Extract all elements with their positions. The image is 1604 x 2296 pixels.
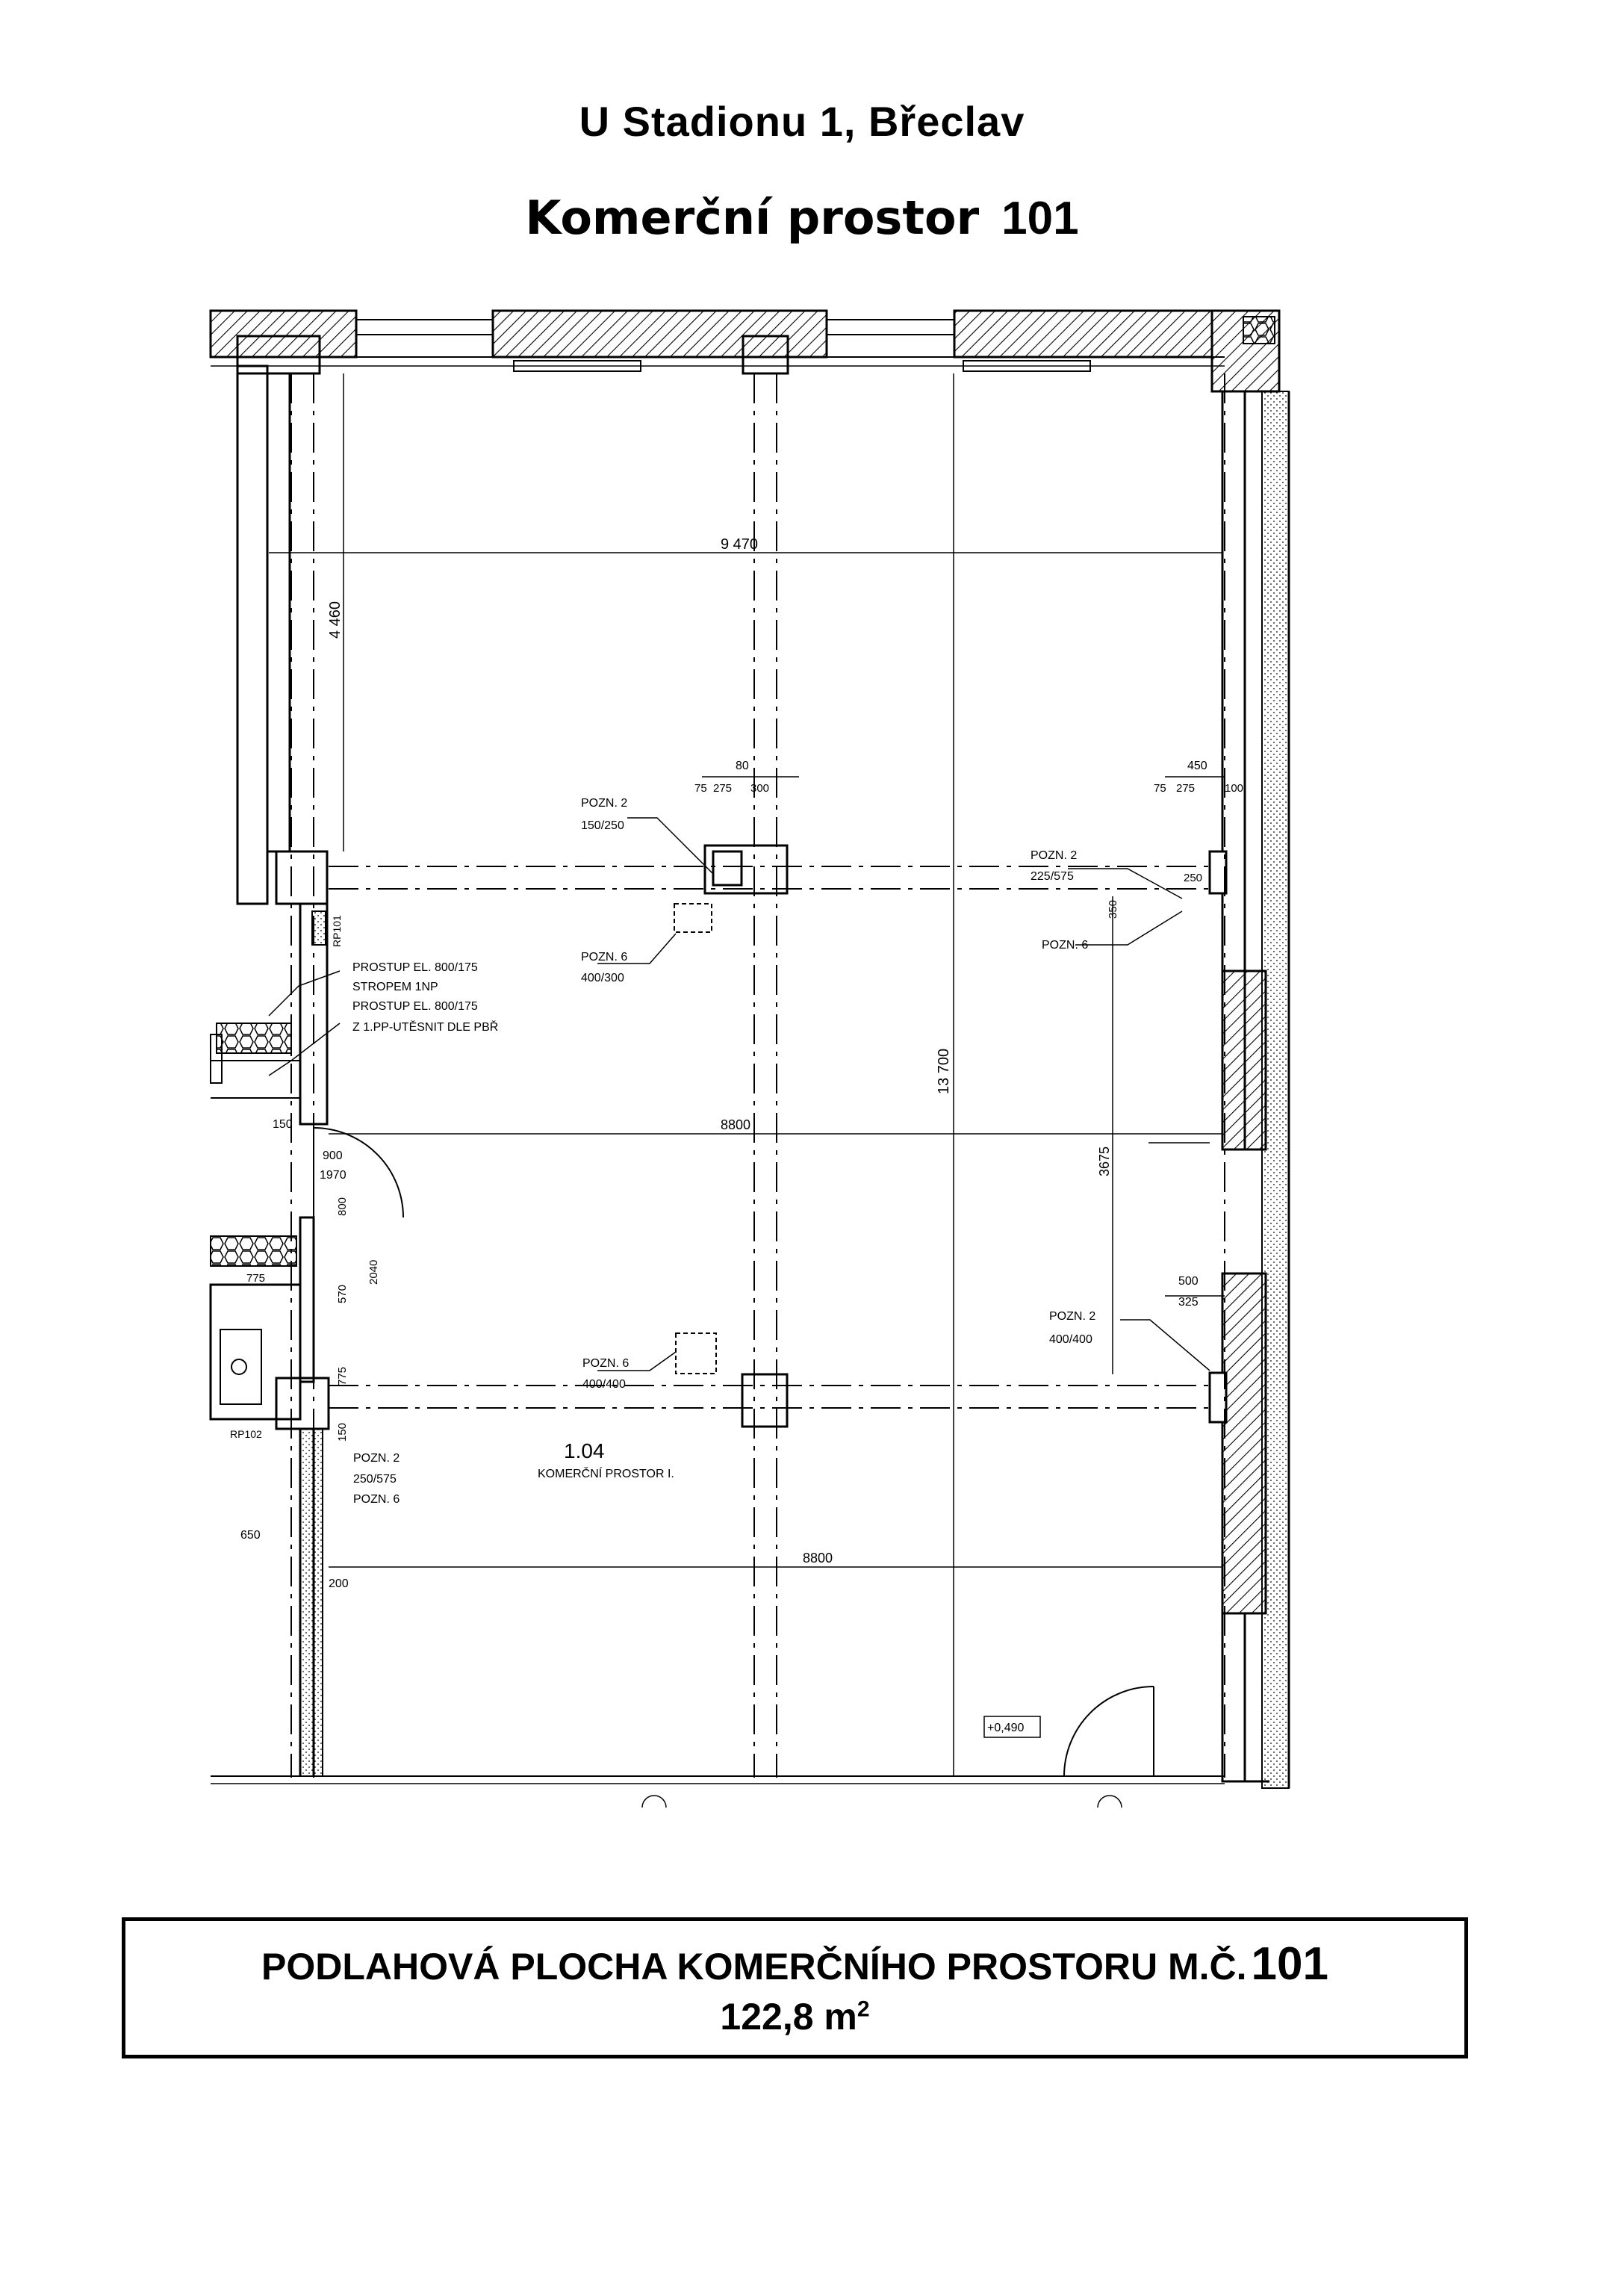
dim-900: 900 (323, 1149, 343, 1162)
opening-pozn6-c (676, 1333, 716, 1374)
address-title: U Stadionu 1, Břeclav (579, 98, 1025, 145)
dim-top-width: 9 470 (721, 536, 759, 553)
doors (314, 1128, 1154, 1776)
dim-800: 800 (336, 1197, 349, 1216)
dimension-lines (269, 373, 1225, 1776)
note-prostup-1b: STROPEM 1NP (352, 981, 438, 993)
dim-775b: 775 (336, 1366, 349, 1386)
dim-250: 250 (1184, 872, 1203, 884)
note-pozn6-c: POZN. 6 (582, 1357, 630, 1370)
left-column-1 (276, 851, 327, 904)
dim-left-height: 4 460 (327, 601, 344, 639)
opening-pozn6-a (674, 904, 712, 932)
left-column-2 (276, 1378, 329, 1429)
dim-75b: 75 (1154, 782, 1166, 795)
note-pozn2-d-size: 250/575 (353, 1473, 397, 1486)
floor-area-unit-number: 101 (1251, 1938, 1328, 1990)
dim-275a: 275 (713, 782, 733, 795)
note-pozn2-c-size: 400/400 (1049, 1333, 1092, 1346)
dim-75a: 75 (694, 782, 707, 795)
floor-area-label: PODLAHOVÁ PLOCHA KOMERČNÍHO PROSTORU M.Č. (261, 1946, 1247, 1988)
dim-325: 325 (1178, 1296, 1199, 1309)
note-leaders (269, 818, 1210, 1737)
top-wall-mid (493, 311, 827, 357)
dim-right-bay: 3675 (1097, 1146, 1112, 1176)
note-pozn6-a: POZN. 6 (581, 951, 628, 964)
dim-300: 300 (750, 782, 770, 795)
dim-350: 350 (1107, 899, 1119, 919)
dim-500: 500 (1178, 1275, 1199, 1288)
dim-80: 80 (736, 760, 749, 772)
plan-labels (230, 536, 1243, 1734)
dim-150: 150 (273, 1118, 293, 1131)
top-wall-left (211, 311, 356, 357)
note-pozn6-b: POZN. 6 (1042, 939, 1089, 952)
note-prostup-1: PROSTUP EL. 800/175 (352, 961, 478, 974)
note-pozn6-d: POZN. 6 (353, 1493, 400, 1506)
unit-title-number: 101 (1001, 193, 1079, 244)
right-pier-2 (1222, 1273, 1266, 1613)
dim-650: 650 (240, 1529, 261, 1542)
dim-200: 200 (329, 1577, 349, 1590)
note-prostup-2b: Z 1.PP-UTĚSNIT DLE PBŘ (352, 1021, 499, 1034)
room-name: KOMERČNÍ PROSTOR I. (538, 1468, 674, 1480)
top-wall (211, 311, 1225, 371)
rp-lower: RP102 (230, 1428, 262, 1440)
dim-150b: 150 (336, 1422, 349, 1442)
dim-1970: 1970 (320, 1169, 346, 1182)
dim-2040: 2040 (367, 1259, 380, 1285)
note-pozn2-a: POZN. 2 (581, 797, 628, 810)
floor-area-exponent: 2 (857, 1996, 870, 2022)
note-pozn6-c-size: 400/400 (582, 1378, 626, 1391)
dim-bottom-width: 8800 (803, 1551, 833, 1566)
note-prostup-2: PROSTUP EL. 800/175 (352, 1000, 478, 1013)
note-pozn2-d: POZN. 2 (353, 1452, 400, 1465)
floor-area-box (122, 1917, 1468, 2058)
unit-title-label: Komerční prostor (525, 190, 980, 245)
dim-100: 100 (1225, 782, 1244, 795)
right-pier-1-hatch (1222, 971, 1266, 1149)
columns (674, 336, 788, 1427)
note-pozn2-c: POZN. 2 (1049, 1310, 1096, 1323)
floor-area-label-line (125, 1937, 1464, 1991)
floor-area-value-line (125, 1995, 1464, 2038)
dim-mid-width: 8800 (721, 1117, 751, 1132)
shaft-hex (217, 1023, 291, 1053)
dim-275b: 275 (1176, 782, 1196, 795)
note-pozn6-a-size: 400/300 (581, 972, 624, 984)
note-pozn2-a-size: 150/250 (581, 819, 624, 832)
level-mark: +0,490 (987, 1722, 1025, 1734)
room-number: 1.04 (564, 1439, 605, 1462)
dim-570: 570 (336, 1284, 349, 1303)
note-pozn2-b: POZN. 2 (1031, 849, 1078, 862)
dim-775a: 775 (246, 1272, 266, 1285)
dim-450: 450 (1187, 760, 1207, 772)
rp-upper: RP101 (331, 915, 343, 947)
axis-bubbles (642, 1796, 1122, 1808)
top-wall-right (954, 311, 1212, 357)
note-pozn2-b-size: 225/575 (1031, 870, 1074, 883)
left-pier (237, 366, 267, 904)
column-center-2 (742, 1374, 787, 1427)
dim-total-height: 13 700 (936, 1048, 952, 1094)
floor-area-value: 122,8 m (720, 1996, 857, 2038)
